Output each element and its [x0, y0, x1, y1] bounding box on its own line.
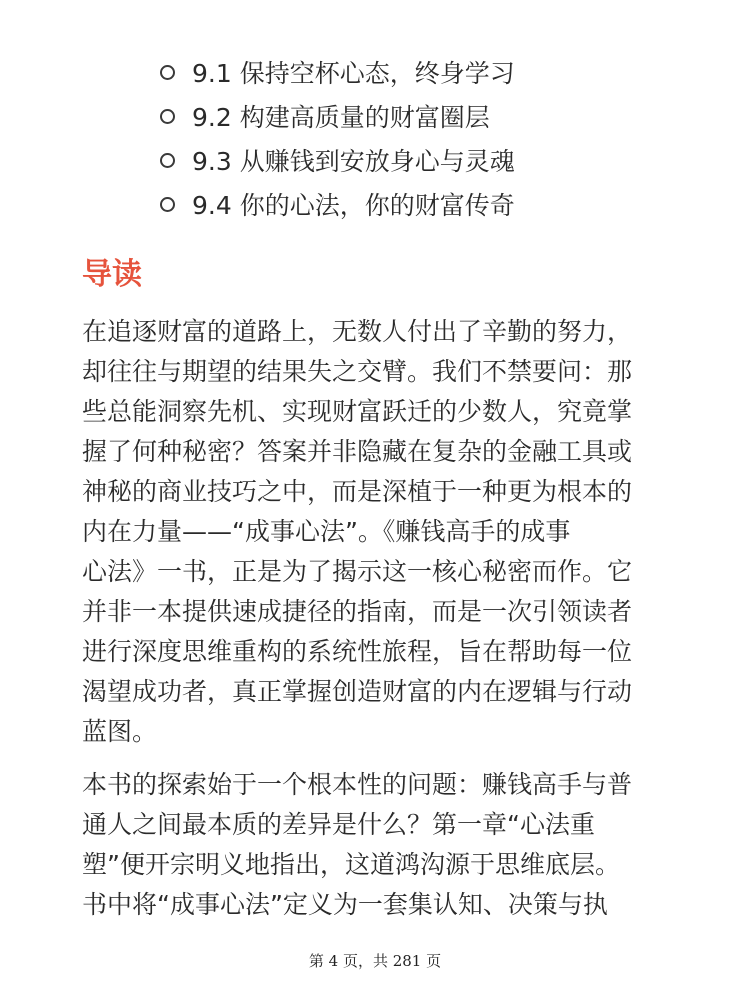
toc-list [160, 50, 515, 226]
intro-paragraph [82, 312, 672, 752]
paragraph-line: 蓝图。 [82, 717, 158, 746]
paragraph-line: 书中将“成事心法”定义为一套集认知、决策与执 [82, 890, 608, 919]
toc-item-label: 9.2 构建高质量的财富圈层 [192, 103, 490, 132]
hollow-circle-bullet-icon [160, 109, 175, 124]
paragraph-line: 心法》一书，正是为了揭示这一核心秘密而作。它 [82, 557, 633, 586]
toc-item [160, 138, 515, 182]
paragraph-line: 通人之间最本质的差异是什么？第一章“心法重 [82, 810, 595, 839]
toc-item-label: 9.3 从赚钱到安放身心与灵魂 [192, 147, 515, 176]
page-number-footer: 第 4 页，共 281 页 [308, 952, 442, 970]
paragraph-line: 并非一本提供速成捷径的指南，而是一次引领读者 [82, 597, 633, 626]
paragraph-line: 在追逐财富的道路上，无数人付出了辛勤的努力， [82, 317, 633, 346]
hollow-circle-bullet-icon [160, 65, 175, 80]
paragraph-line: 进行深度思维重构的系统性旅程，旨在帮助每一位 [82, 637, 633, 666]
paragraph-line: 本书的探索始于一个根本性的问题：赚钱高手与普 [82, 770, 633, 799]
hollow-circle-bullet-icon [160, 153, 175, 168]
toc-item-label: 9.1 保持空杯心态，终身学习 [192, 59, 515, 88]
paragraph-line: 渴望成功者，真正掌握创造财富的内在逻辑与行动 [82, 677, 633, 706]
toc-item [160, 50, 515, 94]
toc-item-label: 9.4 你的心法，你的财富传奇 [192, 191, 515, 220]
paragraph-line: 握了何种秘密？答案并非隐藏在复杂的金融工具或 [82, 437, 633, 466]
toc-item [160, 94, 515, 138]
paragraph-line: 些总能洞察先机、实现财富跃迁的少数人，究竟掌 [82, 397, 633, 426]
paragraph-line: 内在力量——“成事心法”。《赚钱高手的成事 [82, 517, 571, 546]
toc-item [160, 182, 515, 226]
paragraph-line: 神秘的商业技巧之中，而是深植于一种更为根本的 [82, 477, 633, 506]
hollow-circle-bullet-icon [160, 197, 175, 212]
paragraph-line: 塑”便开宗明义地指出，这道鸿沟源于思维底层。 [82, 850, 620, 879]
body-paragraph [82, 765, 672, 925]
section-heading: 导读 [82, 257, 142, 292]
paragraph-line: 却往往与期望的结果失之交臂。我们不禁要问：那 [82, 357, 633, 386]
